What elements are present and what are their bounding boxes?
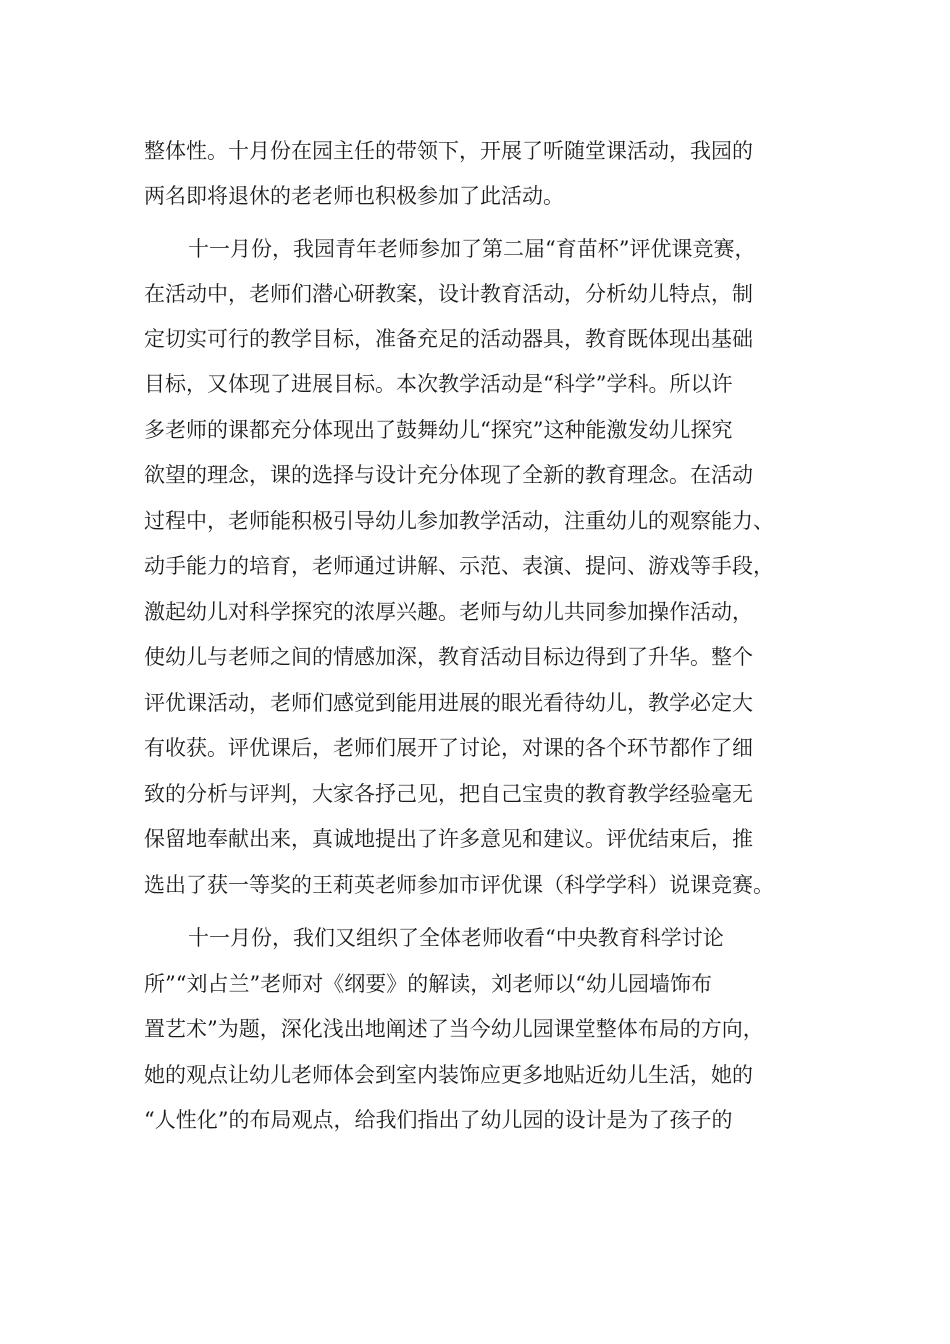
paragraph-2-line-9: 激起幼儿对科学探究的浓厚兴趣。老师与幼儿共同参加操作活动，	[144, 600, 753, 624]
paragraph-2-line-5: 多老师的课都充分体现出了鼓舞幼儿“探究”这种能激发幼儿探究	[144, 418, 733, 442]
paragraph-2-line-8: 动手能力的培育，老师通过讲解、示范、表演、提问、游戏等手段，	[144, 554, 774, 578]
paragraph-2-line-3: 定切实可行的教学目标，准备充足的活动器具，教育既体现出基础	[144, 327, 753, 351]
paragraph-3-line-4: 她的观点让幼儿老师体会到室内装饰应更多地贴近幼儿生活，她的	[144, 1063, 753, 1087]
paragraph-3-line-3: 置艺术”为题，深化浅出地阐述了当今幼儿园课堂整体布局的方向，	[144, 1017, 764, 1041]
paragraph-2-line-2: 在活动中，老师们潜心研教案，设计教育活动，分析幼儿特点，制	[144, 282, 753, 306]
paragraph-2-line-14: 保留地奉献出来，真诚地提出了许多意见和建议。评优结束后，推	[144, 827, 753, 851]
paragraph-2-line-13: 致的分析与评判，大家各抒己见，把自己宝贵的教育教学经验毫无	[144, 782, 753, 806]
paragraph-2-line-1: 十一月份，我园青年老师参加了第二届“育苗杯”评优课竞赛，	[188, 237, 756, 261]
paragraph-3-line-1: 十一月份，我们又组织了全体老师收看“中央教育科学讨论	[188, 926, 724, 950]
paragraph-2-line-10: 使幼儿与老师之间的情感加深，教育活动目标边得到了升华。整个	[144, 645, 753, 669]
paragraph-2-line-4: 目标，又体现了进展目标。本次教学活动是“科学”学科。所以许	[144, 372, 733, 396]
paragraph-2-line-11: 评优课活动，老师们感觉到能用进展的眼光看待幼儿，教学必定大	[144, 691, 753, 715]
paragraph-1-line-2: 两名即将退休的老老师也积极参加了此活动。	[144, 184, 564, 208]
paragraph-2-line-6: 欲望的理念，课的选择与设计充分体现了全新的教育理念。在活动	[144, 463, 753, 487]
paragraph-2-line-7: 过程中，老师能积极引导幼儿参加教学活动，注重幼儿的观察能力、	[144, 509, 774, 533]
paragraph-2-line-12: 有收获。评优课后，老师们展开了讨论，对课的各个环节都作了细	[144, 736, 753, 760]
paragraph-2-line-15: 选出了获一等奖的王莉英老师参加市评优课（科学学科）说课竞赛。	[144, 873, 774, 897]
paragraph-1-line-1: 整体性。十月份在园主任的带领下，开展了听随堂课活动，我园的	[144, 139, 753, 163]
paragraph-3-line-2: 所”“刘占兰”老师对《纲要》的解读，刘老师以“幼儿园墙饰布	[144, 972, 712, 996]
paragraph-3-line-5: “人性化”的布局观点，给我们指出了幼儿园的设计是为了孩子的	[144, 1108, 733, 1132]
